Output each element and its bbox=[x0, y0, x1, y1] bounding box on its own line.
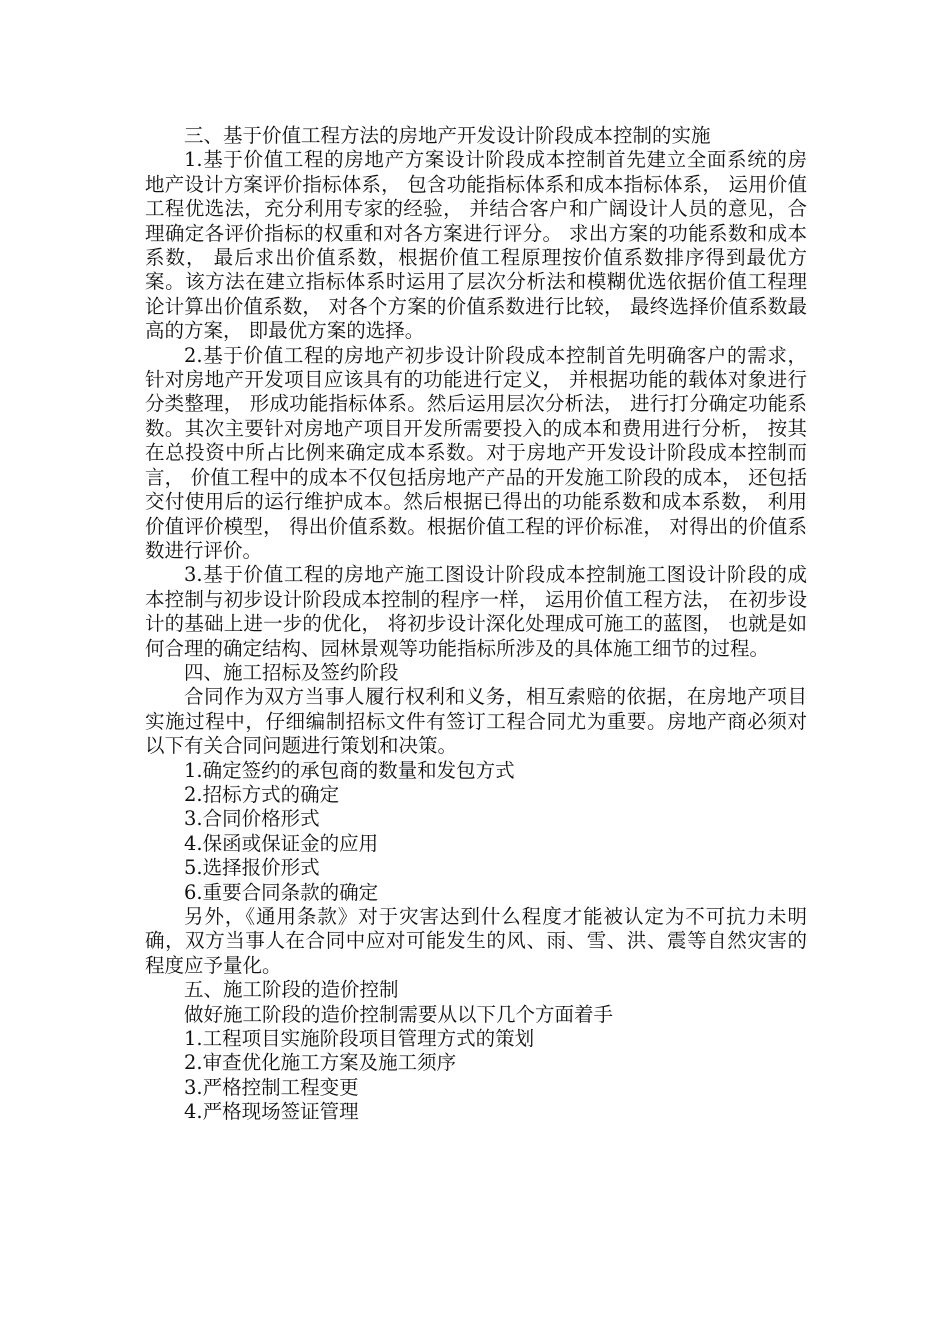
document-page bbox=[145, 124, 807, 1125]
paragraph-4-1: 合同作为双方当事人履行权利和义务，相互索赔的依据，在房地产项目实施过程中，仔细编制招标文件有签订工程合同尤为重要。房地产商必须对以下有关合同问题进行策划和决策。 bbox=[145, 685, 807, 758]
section-heading-3: 三、基于价值工程方法的房地产开发设计阶段成本控制的实施 bbox=[184, 124, 711, 147]
list-item: 1.工程项目实施阶段项目管理方式的策划 bbox=[184, 1027, 535, 1051]
list-item: 5.选择报价形式 bbox=[184, 856, 320, 880]
paragraph-5-1: 做好施工阶段的造价控制需要从以下几个方面着手 bbox=[184, 1002, 614, 1026]
paragraph-4-2: 另外，《通用条款》对于灾害达到什么程度才能被认定为不可抗力未明确，双方当事人在合同中应对可能发生的风、雨、雪、洪、震等自然灾害的程度应予量化。 bbox=[145, 905, 807, 977]
section-heading-4: 四、施工招标及签约阶段 bbox=[184, 660, 399, 684]
paragraph-3-3: 3.基于价值工程的房地产施工图设计阶段成本控制施工图设计阶段的成本控制与初步设计阶段成本控制的程序一样， 运用价值工程方法， 在初步设计的基础上进一步的优化， 将初步设计深化处理成可施工的蓝图， 也就是如何合理的确定结构、园林景观等功能指标所涉及的具体施工细节的过程。 bbox=[145, 563, 807, 660]
list-item: 4.严格现场签证管理 bbox=[184, 1100, 359, 1124]
list-item: 4.保函或保证金的应用 bbox=[184, 831, 379, 855]
section-heading-5: 五、施工阶段的造价控制 bbox=[184, 978, 399, 1002]
list-item: 2.招标方式的确定 bbox=[184, 782, 340, 806]
list-item: 3.严格控制工程变更 bbox=[184, 1075, 359, 1099]
list-item: 6.重要合同条款的确定 bbox=[184, 880, 379, 904]
list-item: 1.确定签约的承包商的数量和发包方式 bbox=[184, 758, 515, 782]
list-item: 3.合同价格形式 bbox=[184, 807, 320, 831]
paragraph-3-1: 1.基于价值工程的房地产方案设计阶段成本控制首先建立全面系统的房地产设计方案评价指标体系， 包含功能指标体系和成本指标体系， 运用价值工程优选法，充分利用专家的经验， 并结合客户和广阔设计人员的意见，合理确定各评价指标的权重和对各方案进行评分。 求出方案的功能系数和成本系数， 最后求出价值系数，根据价值工程原理按价值系数排序得到最优方案。该方法在建立指标体系时运用了层次分析法和模糊优选依据价值工程理论计算出价值系数， 对各个方案的价值系数进行比较， 最终选择价值系数最高的方案， 即最优方案的选择。 bbox=[145, 148, 807, 343]
list-item: 2.审查优化施工方案及施工须序 bbox=[184, 1051, 457, 1075]
paragraph-3-2: 2.基于价值工程的房地产初步设计阶段成本控制首先明确客户的需求， 针对房地产开发项目应该具有的功能进行定义， 并根据功能的载体对象进行分类整理， 形成功能指标体系。然后运用层次分析法， 进行打分确定功能系数。其次主要针对房地产项目开发所需要投入的成本和费用进行分析， 按其在总投资中所占比例来确定成本系数。对于房地产开发设计阶段成本控制而言， 价值工程中的成本不仅包括房地产产品的开发施工阶段的成本， 还包括交付使用后的运行维护成本。然后根据已得出的功能系数和成本系数， 利用价值评价模型， 得出价值系数。根据价值工程的评价标准， 对得出的价值系数进行评价。 bbox=[145, 343, 807, 562]
